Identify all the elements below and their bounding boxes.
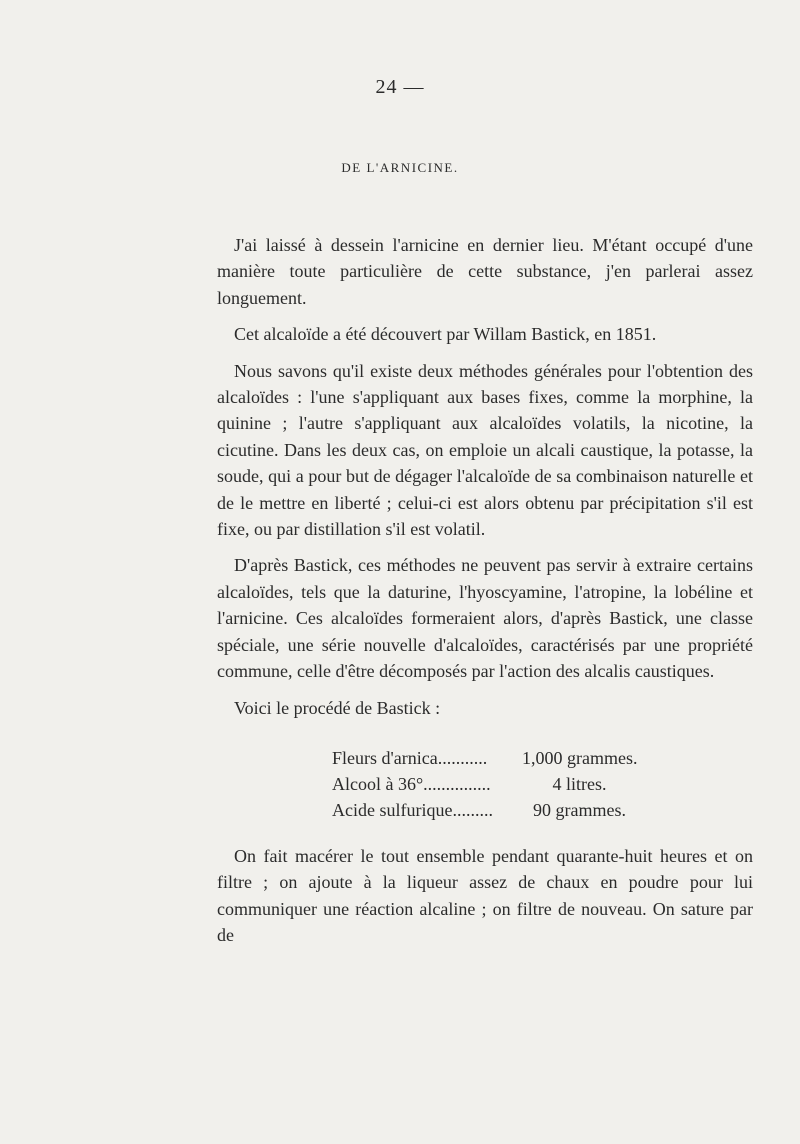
paragraph: Voici le procédé de Bastick : — [234, 697, 441, 718]
recipe-row — [332, 771, 637, 797]
recipe-row — [332, 797, 637, 823]
recipe-ingredient: Alcool à 36°............... — [332, 773, 491, 794]
body-text — [217, 232, 753, 959]
recipe-ingredient: Acide sulfurique......... — [332, 799, 493, 820]
paragraph: D'après Bastick, ces méthodes ne peuvent pas servir à extraire certains alcaloïdes, tels que la daturine, l'hyoscyamine, l'atropine, la lobéline et l'arnicine. Ces alcaloïdes formeraient alors, d'après Bastick, une classe spéciale, une série nouvelle d'alcaloïdes, caractérisés par une propriété commune, celle d'être décomposés par l'action des alcalis caustiques. — [217, 555, 753, 682]
section-title: DE L'ARNICINE. — [341, 160, 459, 175]
recipe-quantity: 90 grammes. — [533, 799, 626, 820]
recipe-ingredient: Fleurs d'arnica........... — [332, 747, 488, 768]
paragraph: J'ai laissé à dessein l'arnicine en dernier lieu. M'étant occupé d'une manière toute particulière de cette substance, j'en parlerai assez longuement. — [217, 235, 753, 308]
paragraph: Nous savons qu'il existe deux méthodes générales pour l'obtention des alcaloïdes : l'une s'appliquant aux bases fixes, comme la morphine, la quinine ; l'autre s'appliquant aux alcaloïdes volatils, la nicotine, la cicutine. Dans les deux cas, on emploie un alcali caustique, la potasse, la soude, qui a pour but de dégager l'alcaloïde de sa combinaison naturelle et de le mettre en liberté ; celui-ci est alors obtenu par précipitation s'il est fixe, ou par distillation s'il est volatil. — [217, 360, 753, 540]
page-number: 24 — — [375, 76, 425, 98]
paragraph: Cet alcaloïde a été découvert par Willam Bastick, en 1851. — [234, 324, 657, 345]
recipe-row — [332, 745, 637, 771]
closing-paragraph: On fait macérer le tout ensemble pendant quarante-huit heures et on filtre ; on ajoute à la liqueur assez de chaux en poudre pour lui communiquer une réaction alcaline ; on filtre de nouveau. On sature par de — [217, 845, 753, 946]
recipe-list — [332, 745, 637, 823]
recipe-quantity: 4 litres. — [552, 773, 607, 794]
recipe-quantity: 1,000 grammes. — [522, 747, 638, 768]
